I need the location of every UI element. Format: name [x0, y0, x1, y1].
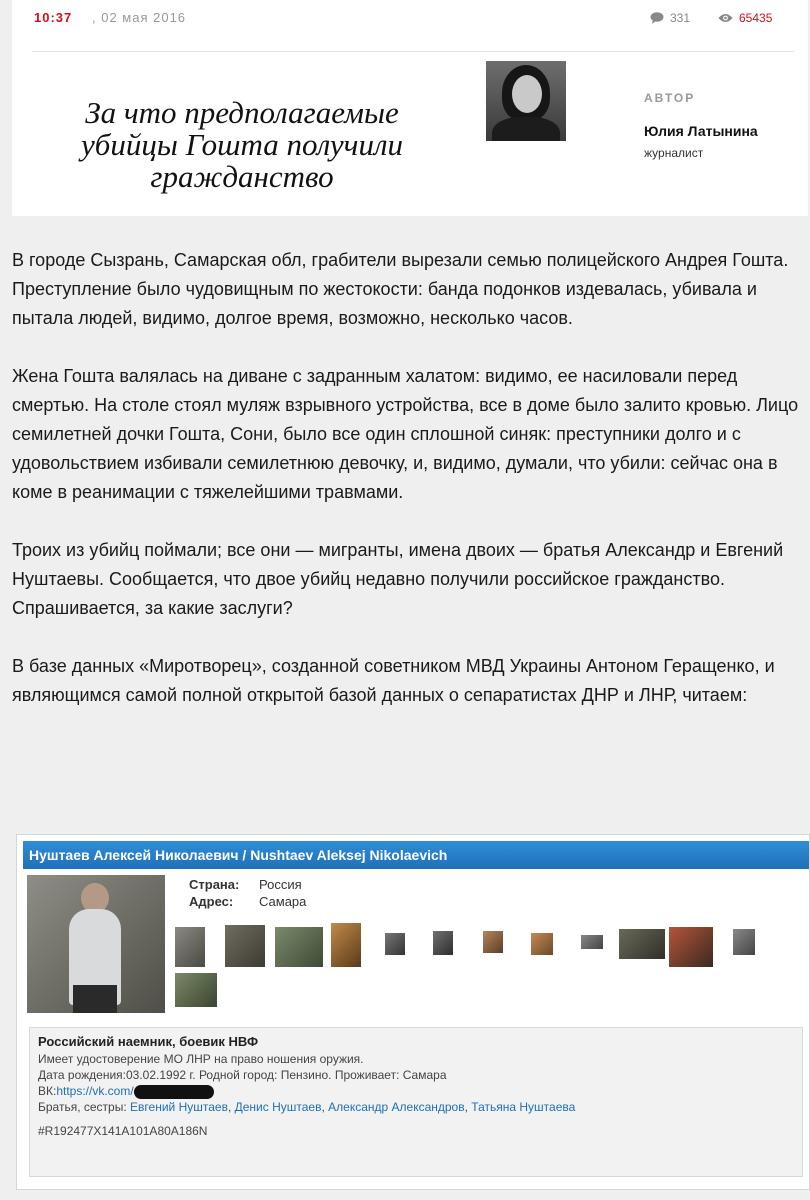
photo-thumbnail[interactable] [619, 929, 665, 959]
article-meta-bar [12, 0, 808, 52]
photo-thumbnail[interactable] [581, 935, 603, 949]
author-label: АВТОР [644, 91, 696, 105]
address-label: Адрес: [189, 894, 234, 909]
photo-thumbnail[interactable] [175, 973, 217, 1007]
country-value: Россия [259, 877, 302, 892]
profile-header-title: Нуштаев Алексей Николаевич / Nushtaev Aleksej Nikolaevich [23, 841, 809, 869]
author-name-link[interactable]: Юлия Латынина [644, 123, 758, 139]
publish-date: , 02 мая 2016 [92, 10, 187, 25]
sibling-link[interactable]: Евгений Нуштаев [130, 1100, 228, 1114]
article-paragraph: Жена Гошта валялась на диване с задранным халатом: видимо, ее насиловали перед смертью. На столе стоял муляж взрывного устройства, все в доме было залито кровью. Лицо семилетней дочки Гошта, Сони, было все один сплошной синяк: преступники долго и с удовольствием избивали семилетнюю девочку, и, видимо, думали, что убили: сейчас она в коме в реанимации с тяжелейшими травмами. [12, 366, 799, 502]
info-line: Дата рождения:03.02.1992 г. Родной город: Пензино. Проживает: Самара [38, 1068, 447, 1082]
author-photo[interactable] [486, 61, 566, 141]
info-line: Имеет удостоверение МО ЛНР на право ношения оружия. [38, 1052, 364, 1066]
eye-icon [718, 13, 733, 23]
photo-thumbnail[interactable] [331, 923, 361, 967]
vk-label: ВК: [38, 1084, 57, 1098]
address-value: Самара [259, 894, 307, 909]
photo-thumbnail[interactable] [275, 927, 323, 967]
author-role: журналист [644, 146, 704, 160]
photo-thumbnail[interactable] [385, 933, 405, 955]
info-title: Российский наемник, боевик НВФ [38, 1034, 259, 1049]
comments-counter[interactable] [650, 11, 690, 25]
article-body [12, 246, 802, 710]
photo-thumbnail[interactable] [483, 931, 503, 953]
photo-thumbnail[interactable] [225, 925, 265, 967]
photo-thumbnail[interactable] [733, 929, 755, 955]
article-paragraph: В базе данных «Миротворец», созданной советником МВД Украины Антоном Геращенко, и являющимся самой полной открытой базой данных о сепаратистах ДНР и ЛНР, читаем: [12, 656, 775, 705]
record-code: #R192477X141A101A80A186N [38, 1124, 208, 1138]
photo-thumbnail[interactable] [531, 933, 553, 955]
sibling-link[interactable]: Александр Александров [328, 1100, 465, 1114]
comments-count: 331 [670, 11, 691, 25]
embedded-database-screenshot [16, 834, 810, 1190]
article-headline: За что предполагаемые убийцы Гошта получили гражданство [81, 95, 403, 194]
article-header [12, 52, 808, 216]
views-count: 65435 [739, 11, 773, 25]
profile-main-photo[interactable] [27, 875, 165, 1013]
article-paragraph: Троих из убийц поймали; все они — мигранты, имена двоих — братья Александр и Евгений Нуштаевы. Сообщается, что двое убийц недавно получили российское гражданство. Спрашивается, за какие заслуги? [12, 540, 784, 618]
comment-bubble-icon [650, 12, 664, 24]
vk-row [38, 1084, 214, 1099]
photo-thumbnail[interactable] [669, 927, 713, 967]
sibling-link[interactable]: Татьяна Нуштаева [471, 1100, 576, 1114]
views-counter [718, 11, 772, 25]
photo-thumbnail[interactable] [175, 927, 205, 967]
siblings-row: Братья, сестры: Евгений Нуштаев, Денис Нуштаев, Александр Александров, Татьяна Нуштаева [38, 1100, 576, 1114]
article-paragraph: В городе Сызрань, Самарская обл, грабители вырезали семью полицейского Андрея Гошта. Преступление было чудовищным по жестокости: банда подонков издевалась, убивала и пытала людей, видимо, долгое время, возможно, несколько часов. [12, 250, 789, 328]
country-label: Страна: [189, 877, 240, 892]
sibling-link[interactable]: Денис Нуштаев [234, 1100, 322, 1114]
siblings-label: Братья, сестры: [38, 1100, 127, 1114]
photo-thumbnail[interactable] [433, 931, 453, 955]
vk-link[interactable]: https://vk.com/ [56, 1084, 134, 1098]
publish-time: 10:37 [34, 10, 73, 25]
redaction-mark [134, 1085, 214, 1099]
profile-info-box [29, 1027, 803, 1177]
